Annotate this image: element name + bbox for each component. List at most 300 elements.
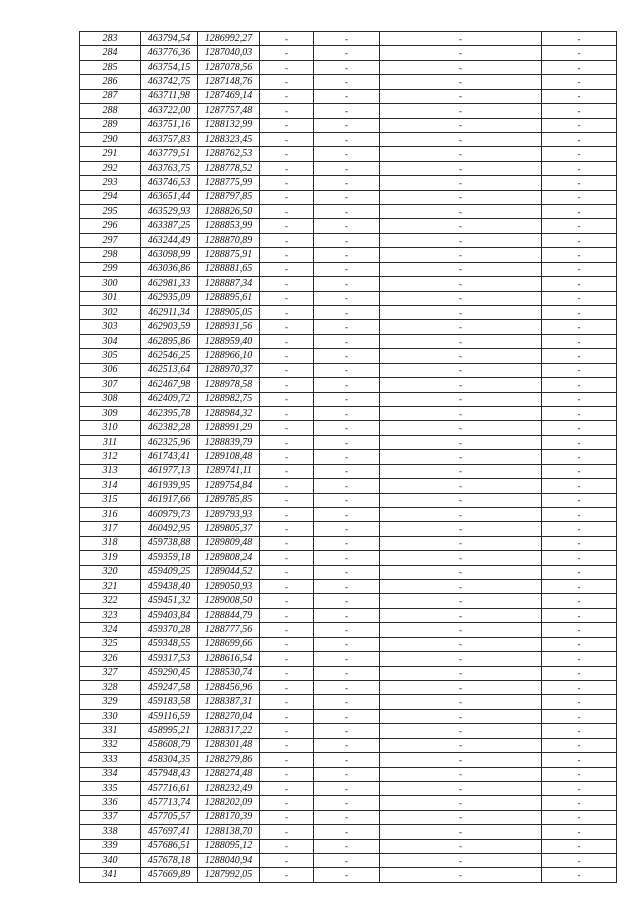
- dash-cell: -: [542, 666, 617, 680]
- dash-cell: -: [380, 205, 542, 219]
- y-coordinate-cell: 1288132,99: [198, 118, 260, 132]
- dash-cell: -: [380, 608, 542, 622]
- dash-cell: -: [260, 320, 314, 334]
- dash-cell: -: [314, 695, 380, 709]
- point-number-cell: 290: [80, 132, 141, 146]
- point-number-cell: 298: [80, 248, 141, 262]
- point-number-cell: 319: [80, 551, 141, 565]
- dash-cell: -: [260, 825, 314, 839]
- dash-cell: -: [380, 306, 542, 320]
- dash-cell: -: [260, 118, 314, 132]
- point-number-cell: 339: [80, 839, 141, 853]
- dash-cell: -: [314, 753, 380, 767]
- x-coordinate-cell: 463529,93: [141, 205, 198, 219]
- dash-cell: -: [314, 652, 380, 666]
- table-row: [80, 104, 617, 118]
- x-coordinate-cell: 459738,88: [141, 536, 198, 550]
- dash-cell: -: [542, 493, 617, 507]
- point-number-cell: 338: [80, 825, 141, 839]
- dash-cell: -: [542, 507, 617, 521]
- table-row: [80, 608, 617, 622]
- dash-cell: -: [314, 551, 380, 565]
- y-coordinate-cell: 1288978,58: [198, 378, 260, 392]
- dash-cell: -: [314, 580, 380, 594]
- coordinates-table: [79, 31, 617, 883]
- dash-cell: -: [314, 147, 380, 161]
- dash-cell: -: [542, 623, 617, 637]
- dash-cell: -: [314, 349, 380, 363]
- x-coordinate-cell: 459403,84: [141, 608, 198, 622]
- y-coordinate-cell: 1288387,31: [198, 695, 260, 709]
- dash-cell: -: [542, 637, 617, 651]
- y-coordinate-cell: 1288853,99: [198, 219, 260, 233]
- table-row: [80, 60, 617, 74]
- dash-cell: -: [314, 46, 380, 60]
- point-number-cell: 323: [80, 608, 141, 622]
- dash-cell: -: [260, 637, 314, 651]
- dash-cell: -: [380, 709, 542, 723]
- dash-cell: -: [380, 594, 542, 608]
- dash-cell: -: [314, 623, 380, 637]
- dash-cell: -: [314, 205, 380, 219]
- dash-cell: -: [542, 608, 617, 622]
- dash-cell: -: [314, 709, 380, 723]
- y-coordinate-cell: 1288040,94: [198, 854, 260, 868]
- dash-cell: -: [314, 507, 380, 521]
- dash-cell: -: [314, 536, 380, 550]
- dash-cell: -: [542, 147, 617, 161]
- dash-cell: -: [260, 349, 314, 363]
- y-coordinate-cell: 1289008,50: [198, 594, 260, 608]
- dash-cell: -: [380, 262, 542, 276]
- x-coordinate-cell: 459247,58: [141, 680, 198, 694]
- dash-cell: -: [314, 176, 380, 190]
- y-coordinate-cell: 1288839,79: [198, 435, 260, 449]
- dash-cell: -: [314, 104, 380, 118]
- y-coordinate-cell: 1288775,99: [198, 176, 260, 190]
- x-coordinate-cell: 462903,59: [141, 320, 198, 334]
- table-row: [80, 190, 617, 204]
- table-row: [80, 810, 617, 824]
- dash-cell: -: [260, 724, 314, 738]
- dash-cell: -: [380, 392, 542, 406]
- y-coordinate-cell: 1287757,48: [198, 104, 260, 118]
- dash-cell: -: [542, 233, 617, 247]
- dash-cell: -: [380, 551, 542, 565]
- dash-cell: -: [380, 291, 542, 305]
- point-number-cell: 335: [80, 781, 141, 795]
- table-row: [80, 161, 617, 175]
- x-coordinate-cell: 463036,86: [141, 262, 198, 276]
- dash-cell: -: [380, 522, 542, 536]
- dash-cell: -: [314, 363, 380, 377]
- dash-cell: -: [542, 839, 617, 853]
- dash-cell: -: [380, 363, 542, 377]
- dash-cell: -: [314, 868, 380, 882]
- x-coordinate-cell: 463742,75: [141, 75, 198, 89]
- dash-cell: -: [314, 594, 380, 608]
- dash-cell: -: [260, 190, 314, 204]
- table-row: [80, 262, 617, 276]
- dash-cell: -: [542, 767, 617, 781]
- y-coordinate-cell: 1288991,29: [198, 421, 260, 435]
- x-coordinate-cell: 462513,64: [141, 363, 198, 377]
- point-number-cell: 332: [80, 738, 141, 752]
- dash-cell: -: [380, 464, 542, 478]
- table-row: [80, 46, 617, 60]
- dash-cell: -: [380, 810, 542, 824]
- table-row: [80, 709, 617, 723]
- point-number-cell: 326: [80, 652, 141, 666]
- dash-cell: -: [542, 334, 617, 348]
- dash-cell: -: [542, 32, 617, 46]
- table-row: [80, 536, 617, 550]
- dash-cell: -: [380, 680, 542, 694]
- point-number-cell: 327: [80, 666, 141, 680]
- point-number-cell: 331: [80, 724, 141, 738]
- x-coordinate-cell: 461917,66: [141, 493, 198, 507]
- y-coordinate-cell: 1289044,52: [198, 565, 260, 579]
- dash-cell: -: [542, 89, 617, 103]
- x-coordinate-cell: 462935,09: [141, 291, 198, 305]
- x-coordinate-cell: 457716,61: [141, 781, 198, 795]
- y-coordinate-cell: 1288966,10: [198, 349, 260, 363]
- dash-cell: -: [542, 580, 617, 594]
- dash-cell: -: [260, 839, 314, 853]
- point-number-cell: 320: [80, 565, 141, 579]
- dash-cell: -: [380, 233, 542, 247]
- point-number-cell: 322: [80, 594, 141, 608]
- dash-cell: -: [542, 868, 617, 882]
- x-coordinate-cell: 461977,13: [141, 464, 198, 478]
- dash-cell: -: [380, 854, 542, 868]
- dash-cell: -: [314, 637, 380, 651]
- x-coordinate-cell: 463244,49: [141, 233, 198, 247]
- y-coordinate-cell: 1288875,91: [198, 248, 260, 262]
- y-coordinate-cell: 1288279,86: [198, 753, 260, 767]
- point-number-cell: 333: [80, 753, 141, 767]
- y-coordinate-cell: 1288317,22: [198, 724, 260, 738]
- point-number-cell: 328: [80, 680, 141, 694]
- dash-cell: -: [542, 551, 617, 565]
- dash-cell: -: [542, 522, 617, 536]
- x-coordinate-cell: 462409,72: [141, 392, 198, 406]
- dash-cell: -: [380, 738, 542, 752]
- y-coordinate-cell: 1288170,39: [198, 810, 260, 824]
- dash-cell: -: [542, 277, 617, 291]
- table-row: [80, 854, 617, 868]
- dash-cell: -: [380, 406, 542, 420]
- dash-cell: -: [542, 320, 617, 334]
- point-number-cell: 293: [80, 176, 141, 190]
- dash-cell: -: [380, 219, 542, 233]
- x-coordinate-cell: 463779,51: [141, 147, 198, 161]
- x-coordinate-cell: 462325,96: [141, 435, 198, 449]
- y-coordinate-cell: 1288530,74: [198, 666, 260, 680]
- dash-cell: -: [314, 60, 380, 74]
- dash-cell: -: [314, 724, 380, 738]
- dash-cell: -: [380, 147, 542, 161]
- y-coordinate-cell: 1289108,48: [198, 450, 260, 464]
- dash-cell: -: [542, 248, 617, 262]
- y-coordinate-cell: 1288323,45: [198, 132, 260, 146]
- x-coordinate-cell: 463746,53: [141, 176, 198, 190]
- dash-cell: -: [314, 854, 380, 868]
- dash-cell: -: [260, 161, 314, 175]
- dash-cell: -: [380, 753, 542, 767]
- dash-cell: -: [542, 75, 617, 89]
- dash-cell: -: [542, 291, 617, 305]
- dash-cell: -: [380, 565, 542, 579]
- dash-cell: -: [260, 262, 314, 276]
- dash-cell: -: [260, 176, 314, 190]
- dash-cell: -: [260, 868, 314, 882]
- table-row: [80, 479, 617, 493]
- dash-cell: -: [380, 450, 542, 464]
- dash-cell: -: [314, 291, 380, 305]
- dash-cell: -: [314, 796, 380, 810]
- dash-cell: -: [380, 507, 542, 521]
- dash-cell: -: [380, 868, 542, 882]
- dash-cell: -: [542, 60, 617, 74]
- dash-cell: -: [260, 493, 314, 507]
- dash-cell: -: [260, 753, 314, 767]
- x-coordinate-cell: 458304,35: [141, 753, 198, 767]
- dash-cell: -: [260, 738, 314, 752]
- dash-cell: -: [380, 825, 542, 839]
- dash-cell: -: [260, 233, 314, 247]
- x-coordinate-cell: 459438,40: [141, 580, 198, 594]
- x-coordinate-cell: 460979,73: [141, 507, 198, 521]
- dash-cell: -: [314, 392, 380, 406]
- dash-cell: -: [380, 320, 542, 334]
- dash-cell: -: [260, 75, 314, 89]
- x-coordinate-cell: 463387,25: [141, 219, 198, 233]
- dash-cell: -: [380, 190, 542, 204]
- dash-cell: -: [542, 132, 617, 146]
- point-number-cell: 283: [80, 32, 141, 46]
- dash-cell: -: [380, 349, 542, 363]
- dash-cell: -: [260, 60, 314, 74]
- dash-cell: -: [380, 32, 542, 46]
- table-row: [80, 839, 617, 853]
- x-coordinate-cell: 463722,00: [141, 104, 198, 118]
- dash-cell: -: [314, 810, 380, 824]
- dash-cell: -: [314, 608, 380, 622]
- dash-cell: -: [314, 161, 380, 175]
- dash-cell: -: [380, 666, 542, 680]
- dash-cell: -: [260, 565, 314, 579]
- table-row: [80, 551, 617, 565]
- dash-cell: -: [542, 363, 617, 377]
- point-number-cell: 288: [80, 104, 141, 118]
- dash-cell: -: [380, 334, 542, 348]
- dash-cell: -: [542, 724, 617, 738]
- dash-cell: -: [260, 277, 314, 291]
- dash-cell: -: [380, 435, 542, 449]
- table-row: [80, 522, 617, 536]
- dash-cell: -: [314, 219, 380, 233]
- table-row: [80, 320, 617, 334]
- dash-cell: -: [380, 724, 542, 738]
- table-row: [80, 277, 617, 291]
- x-coordinate-cell: 462911,34: [141, 306, 198, 320]
- dash-cell: -: [542, 594, 617, 608]
- y-coordinate-cell: 1289805,37: [198, 522, 260, 536]
- dash-cell: -: [260, 464, 314, 478]
- table-row: [80, 89, 617, 103]
- dash-cell: -: [314, 32, 380, 46]
- y-coordinate-cell: 1288959,40: [198, 334, 260, 348]
- dash-cell: -: [260, 479, 314, 493]
- point-number-cell: 325: [80, 637, 141, 651]
- x-coordinate-cell: 458608,79: [141, 738, 198, 752]
- y-coordinate-cell: 1287148,76: [198, 75, 260, 89]
- y-coordinate-cell: 1288456,96: [198, 680, 260, 694]
- y-coordinate-cell: 1288826,50: [198, 205, 260, 219]
- dash-cell: -: [314, 666, 380, 680]
- table-row: [80, 132, 617, 146]
- dash-cell: -: [380, 60, 542, 74]
- x-coordinate-cell: 463651,44: [141, 190, 198, 204]
- dash-cell: -: [542, 262, 617, 276]
- table-row: [80, 306, 617, 320]
- dash-cell: -: [380, 104, 542, 118]
- dash-cell: -: [542, 565, 617, 579]
- dash-cell: -: [314, 839, 380, 853]
- dash-cell: -: [260, 248, 314, 262]
- point-number-cell: 297: [80, 233, 141, 247]
- dash-cell: -: [542, 709, 617, 723]
- x-coordinate-cell: 462895,86: [141, 334, 198, 348]
- dash-cell: -: [314, 565, 380, 579]
- y-coordinate-cell: 1288982,75: [198, 392, 260, 406]
- table-row: [80, 825, 617, 839]
- x-coordinate-cell: 457669,89: [141, 868, 198, 882]
- y-coordinate-cell: 1288797,85: [198, 190, 260, 204]
- dash-cell: -: [314, 75, 380, 89]
- table-row: [80, 147, 617, 161]
- table-row: [80, 565, 617, 579]
- table-row: [80, 349, 617, 363]
- x-coordinate-cell: 457697,41: [141, 825, 198, 839]
- dash-cell: -: [542, 825, 617, 839]
- dash-cell: -: [542, 349, 617, 363]
- dash-cell: -: [314, 738, 380, 752]
- dash-cell: -: [380, 277, 542, 291]
- x-coordinate-cell: 459359,18: [141, 551, 198, 565]
- coordinates-table-body: [80, 32, 617, 883]
- table-row: [80, 507, 617, 521]
- x-coordinate-cell: 459317,53: [141, 652, 198, 666]
- dash-cell: -: [260, 132, 314, 146]
- point-number-cell: 286: [80, 75, 141, 89]
- dash-cell: -: [314, 233, 380, 247]
- dash-cell: -: [380, 796, 542, 810]
- table-row: [80, 205, 617, 219]
- dash-cell: -: [542, 378, 617, 392]
- dash-cell: -: [542, 680, 617, 694]
- point-number-cell: 304: [80, 334, 141, 348]
- point-number-cell: 341: [80, 868, 141, 882]
- dash-cell: -: [260, 580, 314, 594]
- dash-cell: -: [314, 190, 380, 204]
- point-number-cell: 311: [80, 435, 141, 449]
- y-coordinate-cell: 1288777,56: [198, 623, 260, 637]
- dash-cell: -: [314, 378, 380, 392]
- y-coordinate-cell: 1289741,11: [198, 464, 260, 478]
- dash-cell: -: [380, 161, 542, 175]
- dash-cell: -: [380, 695, 542, 709]
- dash-cell: -: [542, 652, 617, 666]
- table-row: [80, 406, 617, 420]
- dash-cell: -: [260, 666, 314, 680]
- dash-cell: -: [542, 450, 617, 464]
- dash-cell: -: [542, 406, 617, 420]
- dash-cell: -: [542, 104, 617, 118]
- dash-cell: -: [260, 695, 314, 709]
- dash-cell: -: [314, 277, 380, 291]
- dash-cell: -: [542, 738, 617, 752]
- dash-cell: -: [260, 594, 314, 608]
- dash-cell: -: [314, 767, 380, 781]
- table-row: [80, 767, 617, 781]
- point-number-cell: 306: [80, 363, 141, 377]
- table-row: [80, 680, 617, 694]
- point-number-cell: 289: [80, 118, 141, 132]
- x-coordinate-cell: 459183,58: [141, 695, 198, 709]
- y-coordinate-cell: 1289754,84: [198, 479, 260, 493]
- y-coordinate-cell: 1288844,79: [198, 608, 260, 622]
- dash-cell: -: [314, 680, 380, 694]
- dash-cell: -: [314, 334, 380, 348]
- table-row: [80, 421, 617, 435]
- dash-cell: -: [380, 767, 542, 781]
- table-row: [80, 493, 617, 507]
- dash-cell: -: [260, 781, 314, 795]
- x-coordinate-cell: 457713,74: [141, 796, 198, 810]
- table-row: [80, 738, 617, 752]
- y-coordinate-cell: 1288095,12: [198, 839, 260, 853]
- table-row: [80, 868, 617, 882]
- table-row: [80, 464, 617, 478]
- y-coordinate-cell: 1289793,93: [198, 507, 260, 521]
- dash-cell: -: [542, 205, 617, 219]
- dash-cell: -: [260, 623, 314, 637]
- x-coordinate-cell: 457678,18: [141, 854, 198, 868]
- dash-cell: -: [314, 320, 380, 334]
- point-number-cell: 316: [80, 507, 141, 521]
- table-row: [80, 580, 617, 594]
- dash-cell: -: [542, 46, 617, 60]
- table-row: [80, 392, 617, 406]
- point-number-cell: 287: [80, 89, 141, 103]
- dash-cell: -: [260, 205, 314, 219]
- y-coordinate-cell: 1289808,24: [198, 551, 260, 565]
- point-number-cell: 313: [80, 464, 141, 478]
- x-coordinate-cell: 457948,43: [141, 767, 198, 781]
- point-number-cell: 312: [80, 450, 141, 464]
- table-row: [80, 594, 617, 608]
- dash-cell: -: [314, 781, 380, 795]
- dash-cell: -: [260, 507, 314, 521]
- point-number-cell: 324: [80, 623, 141, 637]
- y-coordinate-cell: 1288931,56: [198, 320, 260, 334]
- y-coordinate-cell: 1287078,56: [198, 60, 260, 74]
- dash-cell: -: [260, 89, 314, 103]
- x-coordinate-cell: 462382,28: [141, 421, 198, 435]
- y-coordinate-cell: 1286992,27: [198, 32, 260, 46]
